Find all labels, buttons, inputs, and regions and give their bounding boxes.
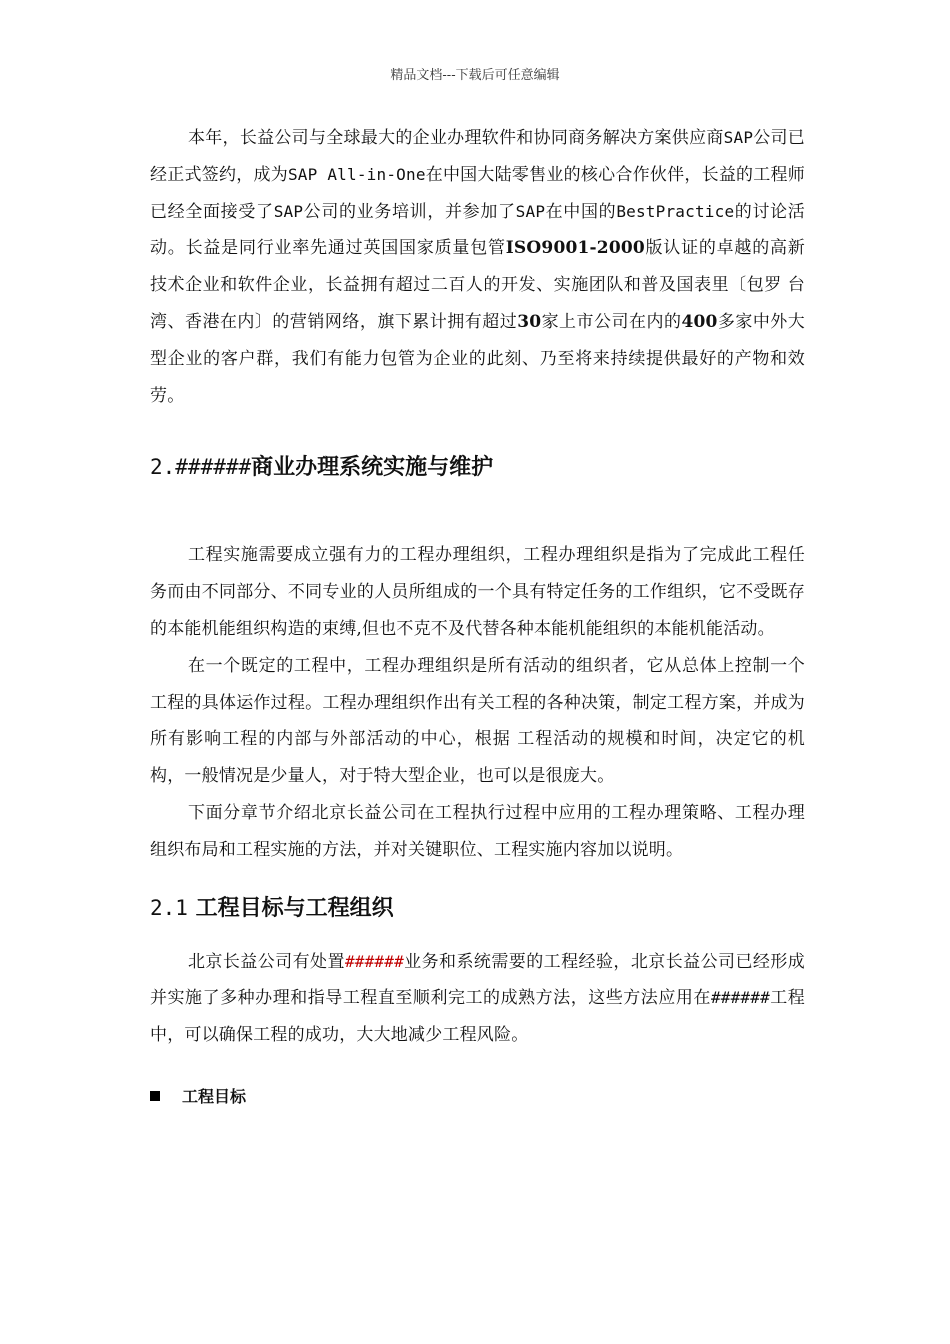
heading-text: 工程目标与工程组织 xyxy=(195,895,394,921)
text-run-bestpractice: BestPractice xyxy=(616,201,735,221)
text-run-400: 400 xyxy=(681,311,718,332)
heading-number: 2.###### xyxy=(150,455,252,480)
text-run: 北京长益公司有处置 xyxy=(188,951,345,972)
paragraph-chapter-intro: 下面分章节介绍北京长益公司在工程执行过程中应用的工程办理策略、工程办理组织布局和工程实施的方法，并对关键职位、工程实施内容加以说明。 xyxy=(150,802,805,860)
section-heading-2-1 xyxy=(150,891,805,922)
text-run: 公司已经正式签约，成为 xyxy=(150,128,805,185)
text-run-30: 30 xyxy=(517,311,542,332)
heading-number: 2.1 xyxy=(150,895,188,920)
text-run-sap-all-in-one: SAP All-in-One xyxy=(287,164,426,184)
paragraph-project-org: 工程实施需要成立强有力的工程办理组织，工程办理组织是指为了完成此工程任务而由不同部分、不同专业的人员所组成的一个具有特定任务的工作组织，它不受既存的本能机能组织构造的束缚,但也不克不及代替各种本能机能组织的本能机能活动。 xyxy=(150,545,805,639)
text-run: 业务和系统需要的工程经验，北京长益公司已经形成并实施了多种办理和指导工程直至顺利完工的成熟方法，这些方法应用在 xyxy=(150,951,805,1009)
text-run: 在中国的 xyxy=(545,201,617,222)
text-run: 的讨论活动。长益是同行业率先通过英国国家质量包管 xyxy=(150,201,805,259)
text-run: 工程中，可以确保工程的成功，大大地减少工程风险。 xyxy=(150,988,805,1046)
text-run-placeholder: ###### xyxy=(710,988,770,1008)
text-run: 本年，长益公司与全球最大的企业办理软件和协同商务解决方案供应商 xyxy=(188,128,724,148)
paragraph-project-org-role: 在一个既定的工程中，工程办理组织是所有活动的组织者，它从总体上控制一个工程的具体运作过程。工程办理组织作出有关工程的各种决策，制定工程方案，并成为所有影响工程的内部与外部活动的中心，根据 工程活动的规模和时间，决定它的机构，一般情况是少量人，对于特大型企业，也可以是很庞大。 xyxy=(150,655,805,787)
bullet-text: 工程目标 xyxy=(182,1086,247,1106)
text-run-sap: SAP xyxy=(273,201,304,221)
bullet-item-project-goal xyxy=(150,1084,805,1107)
text-run-sap: SAP xyxy=(515,201,546,221)
page-header: 精品文档---下载后可任意编辑 xyxy=(390,68,560,83)
text-run-highlight: ###### xyxy=(344,951,404,971)
paragraph-company-intro xyxy=(150,120,805,414)
document-body xyxy=(150,120,805,1107)
section-heading-2 xyxy=(150,450,805,481)
text-run: 在中国大陆零售业的核心合作伙伴，长益的工程师已经全面接受了 xyxy=(150,164,805,222)
text-run-sap: SAP xyxy=(723,128,754,147)
paragraph-experience xyxy=(150,944,805,1054)
text-run: 家上市公司在内的 xyxy=(541,311,682,332)
text-run: 多家中外大型企业的客户群，我们有能力包管为企业的此刻、乃至将来持续提供最好的产物和效劳。 xyxy=(150,311,805,406)
heading-text: 商业办理系统实施与维护 xyxy=(251,455,494,481)
square-bullet-icon xyxy=(150,1091,160,1101)
text-run-iso: ISO9001-2000 xyxy=(505,238,645,259)
text-run: 公司的业务培训，并参加了 xyxy=(303,201,516,222)
text-run: 版认证的卓越的高新技术企业和软件企业，长益拥有超过二百人的开发、实施团队和普及国表里〔包罗 台湾、香港在内〕的营销网络，旗下累计拥有超过 xyxy=(150,238,806,332)
